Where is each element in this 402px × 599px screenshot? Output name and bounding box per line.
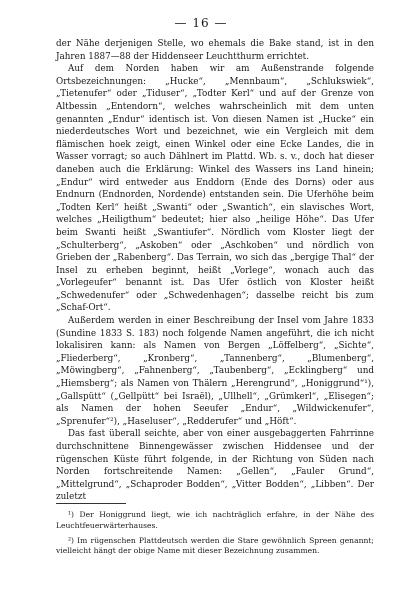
paragraph-1: der Nähe derjenigen Stelle, wo ehemals die Bake stand, ist in den Jahren 1887—88 der Hiddenseer Leuchtthurm errichtet. [56,39,374,62]
footnotes [56,503,374,561]
footnote-rule [56,503,126,504]
paragraph-3: Außerdem werden in einer Beschreibung der Insel vom Jahre 1833 (Sundine 1833 S. 183) noch folgende Namen angeführt, die ich nicht lokalisiren kann: als Namen von Bergen „Löffelberg“, „Sichte“, „Fliederberg“, „Kronberg“, „Tannenberg“, „Blumenberg“, „Möwingberg“, „Fahnenberg“, „Taubenberg“, „Ecklingberg“ und „Hiemsberg“; als Namen von Thälern „Herengrund“, „Honiggrund“¹), „Gallspütt“ („Gellpütt“ bei Israël), „Ullhell“, „Grümkerl“, „Elisegen“; als Namen der hohen Seeufer „Endur“, „Wildwickenufer“, „Sprenufer“²), „Haseluser“, „Redderufer“ und „Höft“. [56,316,374,427]
footnote-2: ²) Im rügenschen Plattdeutsch werden die Stare gewöhnlich Spreen genannt; vielleicht hängt der obige Name mit dieser Bezeichnung zusammen. [56,535,374,556]
paragraph-4: Das fast überall seichte, aber von einer ausgebaggerten Fahrrinne durchschnittene Binnengewässer zwischen Hiddensee und der rügenschen Küste führt folgende, in der Richtung von Süden nach Norden fortschreitende Namen: „Gellen“, „Fauler Grund“, „Mittelgrund“, „Schaproder Bodden“, „Vitter Bodden“, „Libben“. Der zuletzt [56,429,374,503]
main-text [56,38,374,504]
paragraph-2: Auf dem Norden haben wir am Außenstrande folgende Ortsbezeichnungen: „Hucke“, „Mennbaum“, „Schlukswiek“, „Tietenufer“ oder „Tiduser“, „Todter Kerl“ und auf der Grenze von Altbessin „Entendorn“, welches wahrscheinlich mit dem unten genannten „Endur“ identisch ist. Von diesen Namen ist „Hucke“ ein niederdeutsches Wort und bezeichnet, wie ein Vergleich mit dem flämischen hoek zeigt, einen Winkel oder eine Ecke Landes, die in Wasser vorragt; so auch Dählnert im Plattd. Wb. s. v., doch hat dieser daneben auch die Erklärung: Winkel des Wassers ins Land hinein; „Endur“ wird entweder aus Enddorn (Ende des Dorns) oder aus Endnurn (Endnorden, Nordende) entstanden sein. Die Uferhöhe beim „Todten Kerl“ heißt „Swanti“ oder „Swantich“, ein slavisches Wort, welches „Heiligthum“ bedeutet; hier also „heilige Höhe“. Das Ufer beim Swanti heißt „Swantiufer“. Nördlich vom Kloster liegt der „Schulterberg“, „Askoben“ oder „Aschkoben“ und nördlich von Grieben der „Rabenberg“. Das Terrain, wo sich das „bergige Thal“ der Insel zu erheben beginnt, heißt „Vorlege“, wonach auch das „Vorlegeufer“ benannt ist. Das Ufer östlich von Kloster heißt „Schwedenufer“ oder „Schwedenhagen“; dasselbe reicht bis zum „Schaf-Ort“. [56,64,374,314]
page-header: — 16 — [174,16,228,30]
footnote-1: ¹) Der Honiggrund liegt, wie ich nachträglich erfahre, in der Nähe des Leuchtfeuerwärterhauses. [56,510,374,530]
